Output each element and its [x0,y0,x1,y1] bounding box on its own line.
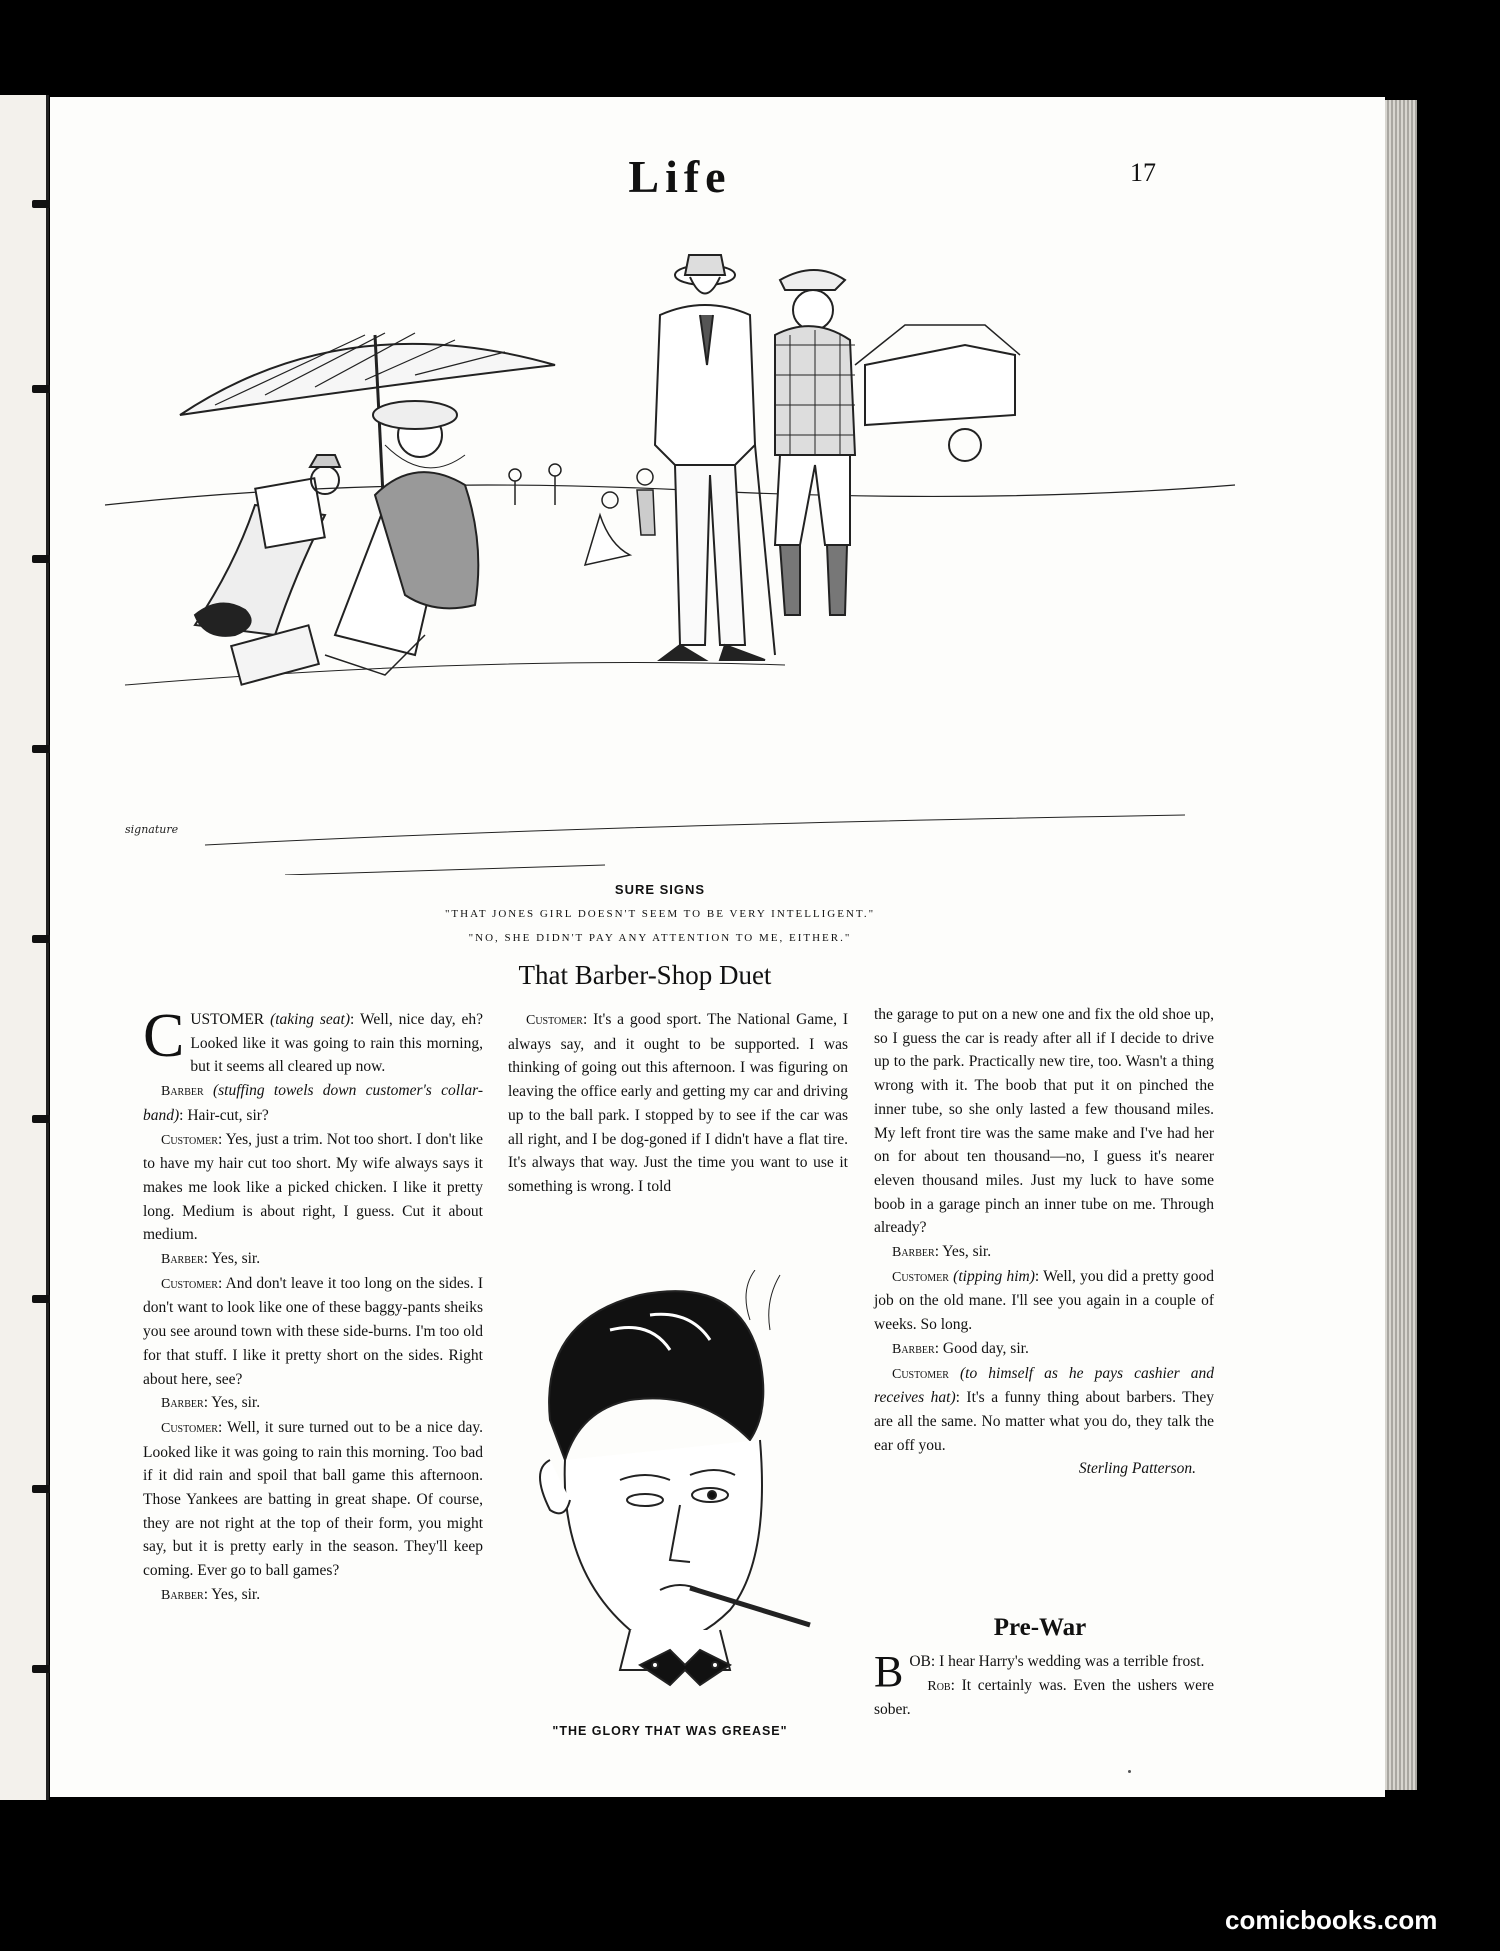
speech: : And don't leave it too long on the sides. I don't want to look like one of these baggy-pants sheiks you see around town with these side-burns. I'm too old for that stuff. I like it pretty short on the sides. Right about here, see? [143,1274,483,1388]
paragraph [874,1674,1214,1722]
speech: : I hear Harry's wedding was a terrible frost. [930,1653,1205,1670]
site-watermark: comicbooks.com [1225,1905,1438,1935]
binding-stitch [32,1485,52,1493]
cartoon-caption-line-2: "NO, SHE DIDN'T PAY ANY ATTENTION TO ME, EITHER." [468,932,852,944]
portrait-caption: "THE GLORY THAT WAS GREASE" [552,1724,788,1738]
speech: : Good day, sir. [934,1339,1029,1357]
speech: : Yes, sir. [203,1250,261,1268]
speaker: Customer [892,1366,949,1382]
beach-cartoon-illustration [85,215,1245,875]
speaker: Customer [526,1013,583,1028]
page-number: 17 [1130,158,1156,187]
speaker: Barber [892,1245,935,1261]
speech: : Well, it sure turned out to be a nice day. Looked like it was going to rain this morning. Too bad if it did rain and spoil that ball game this afternoon. Those Yankees are batting in great shape. Of course, they are not right at the top of their form, you might say, but it is pretty early in the season. They'll keep coming. Ever go to ball games? [143,1418,483,1580]
article-column-3 [874,1003,1214,1481]
speaker: Customer [161,1132,218,1148]
paragraph [143,1128,483,1248]
speaker: Rob [927,1678,951,1694]
drop-cap: B [874,1647,904,1696]
speech: the garage to put on a new one and fix the old shoe up, so I guess the car is ready after all if I decide to drive up to the park. Practically new tire, too. Wasn't a thing wrong with it. The boob that put it on pinched the inner tube, so she only lasted a few thousand miles. My left front tire was the same make and I've had her on for about ten thousand—no, I guess it's nearer eleven thousand miles. Just my luck to have some boob in a garage pinch an inner tube on me. Through already? [874,1006,1214,1237]
binding-stitch [32,385,52,393]
speech: : Yes, just a trim. Not too short. I don't like to have my hair cut too short. My wife always says it makes me look like a picked chicken. I like it pretty long. Medium is about right, I guess. Cut it about medium. [143,1130,483,1244]
prewar-title: Pre-War [993,1614,1087,1641]
byline: Sterling Patterson. [1078,1460,1196,1478]
masthead: Life [628,151,732,202]
paragraph [143,1247,483,1272]
speech: : It's a funny thing about barbers. They are all the same. No matter what you do, they talk the ear off you. [874,1389,1214,1454]
speaker: Barber [161,1396,204,1412]
cartoon-caption-line-1: "THAT JONES GIRL DOESN'T SEEM TO BE VERY INTELLIGENT." [444,908,876,920]
speaker: Barber [161,1587,204,1603]
speech: : Yes, sir. [203,1585,261,1603]
speaker: Barber [161,1252,204,1268]
greased-hair-portrait-sketch [520,1270,830,1710]
paragraph [874,1240,1214,1265]
page-stack-edge [1385,100,1417,1790]
speech: : It's a good sport. The National Game, I always say, and it ought to be supported. I was thinking of going out this afternoon. I was figuring on leaving the office early and getting my car and driving up to the ball park. I stopped by to see if the car was all right, and I be dog-goned if I didn't have a flat tire. It's always that way. Just the time you want to use it something is wrong. I told [508,1011,848,1195]
speaker: USTOMER [190,1011,265,1028]
speaker: Customer [161,1420,218,1436]
binding-stitch [32,1115,52,1123]
print-speck [1128,1770,1131,1773]
stage-direction: (tipping him) [953,1267,1035,1285]
paragraph [874,1265,1214,1337]
speech: : Well, you did a pretty good job on the old mane. I'll see you again in a couple of weeks. So long. [874,1267,1215,1334]
paragraph [874,1362,1214,1458]
cartoon-title: SURE SIGNS [614,882,706,897]
binding-stitch [32,745,52,753]
binding-stitch [32,200,52,208]
paragraph [508,1008,848,1199]
drop-cap: C [143,1002,185,1070]
speaker: Customer [892,1269,949,1285]
article-column-2 [508,1008,848,1199]
speech: : Yes, sir. [203,1394,261,1412]
paragraph [874,1003,1214,1240]
speaker: OB [909,1653,931,1670]
paragraph [143,1002,483,1079]
article-title: That Barber-Shop Duet [518,960,772,990]
speaker: Barber [892,1341,935,1357]
speaker: Barber [161,1084,204,1100]
paragraph [874,1337,1214,1362]
article-column-1 [143,1002,483,1608]
paragraph [143,1272,483,1392]
binding-stitch [32,1665,52,1673]
prewar-column [874,1647,1214,1722]
paragraph [143,1079,483,1127]
paragraph [143,1391,483,1416]
speech: : Hair-cut, sir? [179,1106,269,1124]
binding-stitch [32,935,52,943]
binding-stitches [32,105,50,1795]
svg-text:signature: signature [125,823,179,836]
binding-stitch [32,555,52,563]
stage-direction: (stuffing towels down customer's collar-band) [143,1082,483,1124]
paragraph [143,1583,483,1608]
stage-direction: (taking seat) [270,1011,351,1028]
paragraph [143,1416,483,1583]
speech: : Yes, sir. [934,1243,992,1261]
speaker: Customer [161,1276,218,1292]
speech: : Well, nice day, eh? Looked like it was going to rain this morning, but it seems all cleared up now. [190,1011,483,1076]
stage-direction: (to himself as he pays cashier and receives hat) [874,1364,1215,1407]
binding-stitch [32,1295,52,1303]
speech: : It certainly was. Even the ushers were sober. [874,1676,1214,1719]
